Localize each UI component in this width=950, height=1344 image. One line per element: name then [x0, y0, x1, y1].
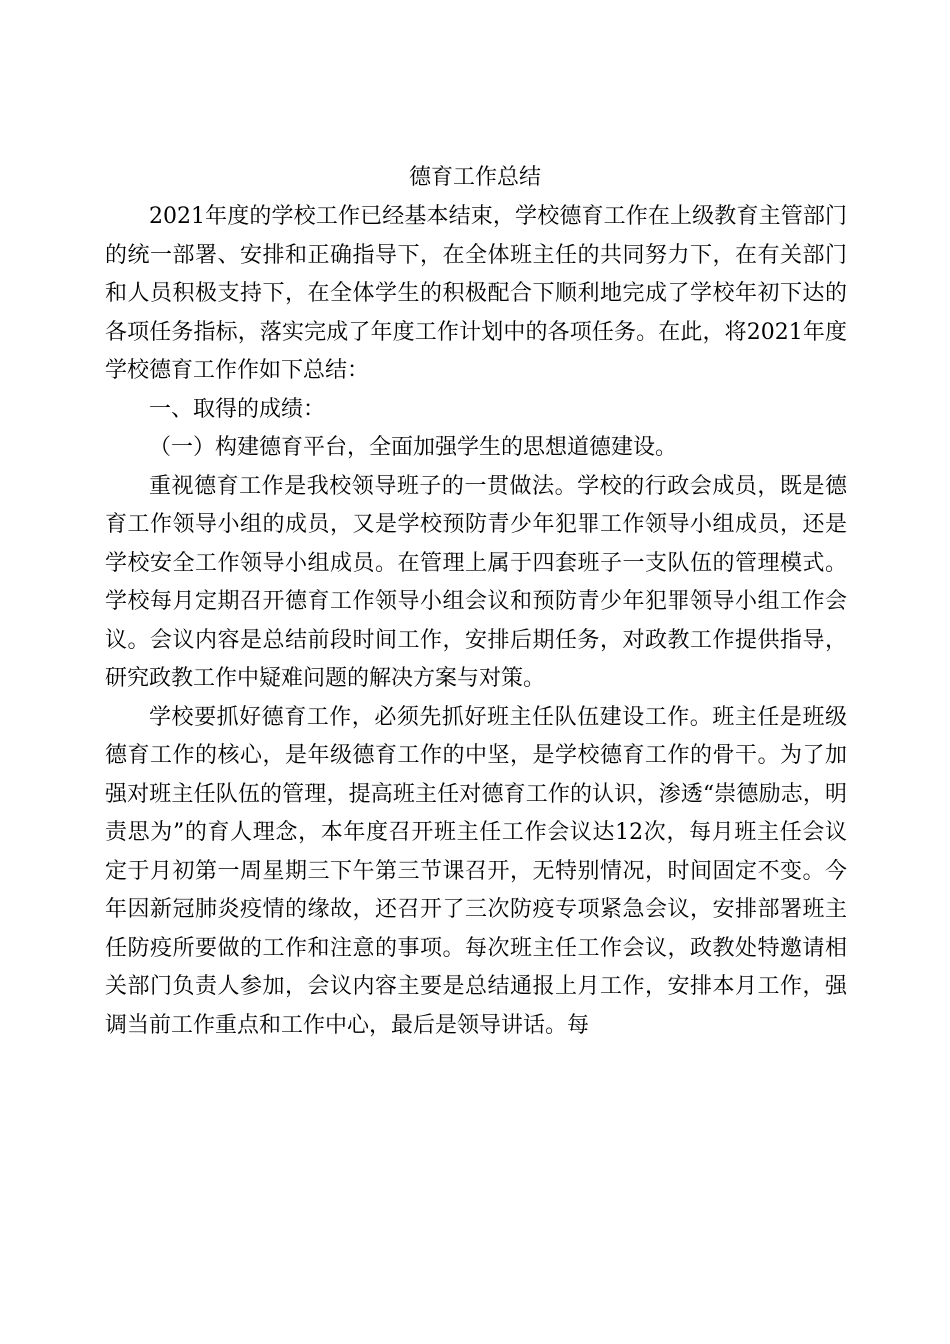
section-heading-achievements: 一、取得的成绩： [149, 396, 326, 422]
paragraph-intro: 2021年度的学校工作已经基本结束，学校德育工作在上级教育主管部门的统一部署、安排和正确指导下，在全体班主任的共同努力下，在有关部门和人员积极支持下，在全体学生的积极配合下顺利地完成了学校年初下达的各项任务指标，落实完成了年度工作计划中的各项任务。在此，将2021年度学校德育工作作如下总结： [105, 204, 847, 383]
document-title: 德育工作总结 [408, 165, 541, 190]
paragraph-leadership: 重视德育工作是我校领导班子的一贯做法。学校的行政会成员，既是德育工作领导小组的成员，又是学校预防青少年犯罪工作领导小组成员，还是学校安全工作领导小组成员。在管理上属于四套班子一支队伍的管理模式。学校每月定期召开德育工作领导小组会议和预防青少年犯罪领导小组工作会议。会议内容是总结前段时间工作，安排后期任务，对政教工作提供指导，研究政教工作中疑难问题的解决方案与对策。 [105, 473, 847, 691]
subsection-heading-moral-platform: （一）构建德育平台，全面加强学生的思想道德建设。 [149, 435, 678, 460]
document-body [105, 198, 847, 1045]
paragraph-head-teachers: 学校要抓好德育工作，必须先抓好班主任队伍建设工作。班主任是班级德育工作的核心，是年级德育工作的中坚，是学校德育工作的骨干。为了加强对班主任队伍的管理，提高班主任对德育工作的认识，渗透“崇德励志，明责思为”的育人理念，本年度召开班主任工作会议达12次，每月班主任会议定于月初第一周星期三下午第三节课召开，无特别情况，时间固定不变。今年因新冠肺炎疫情的缘故，还召开了三次防疫专项紧急会议，安排部署班主任防疫所要做的工作和注意的事项。每次班主任工作会议，政教处特邀请相关部门负责人参加，会议内容主要是总结通报上月工作，安排本月工作，强调当前工作重点和工作中心，最后是领导讲话。每 [105, 704, 847, 1038]
